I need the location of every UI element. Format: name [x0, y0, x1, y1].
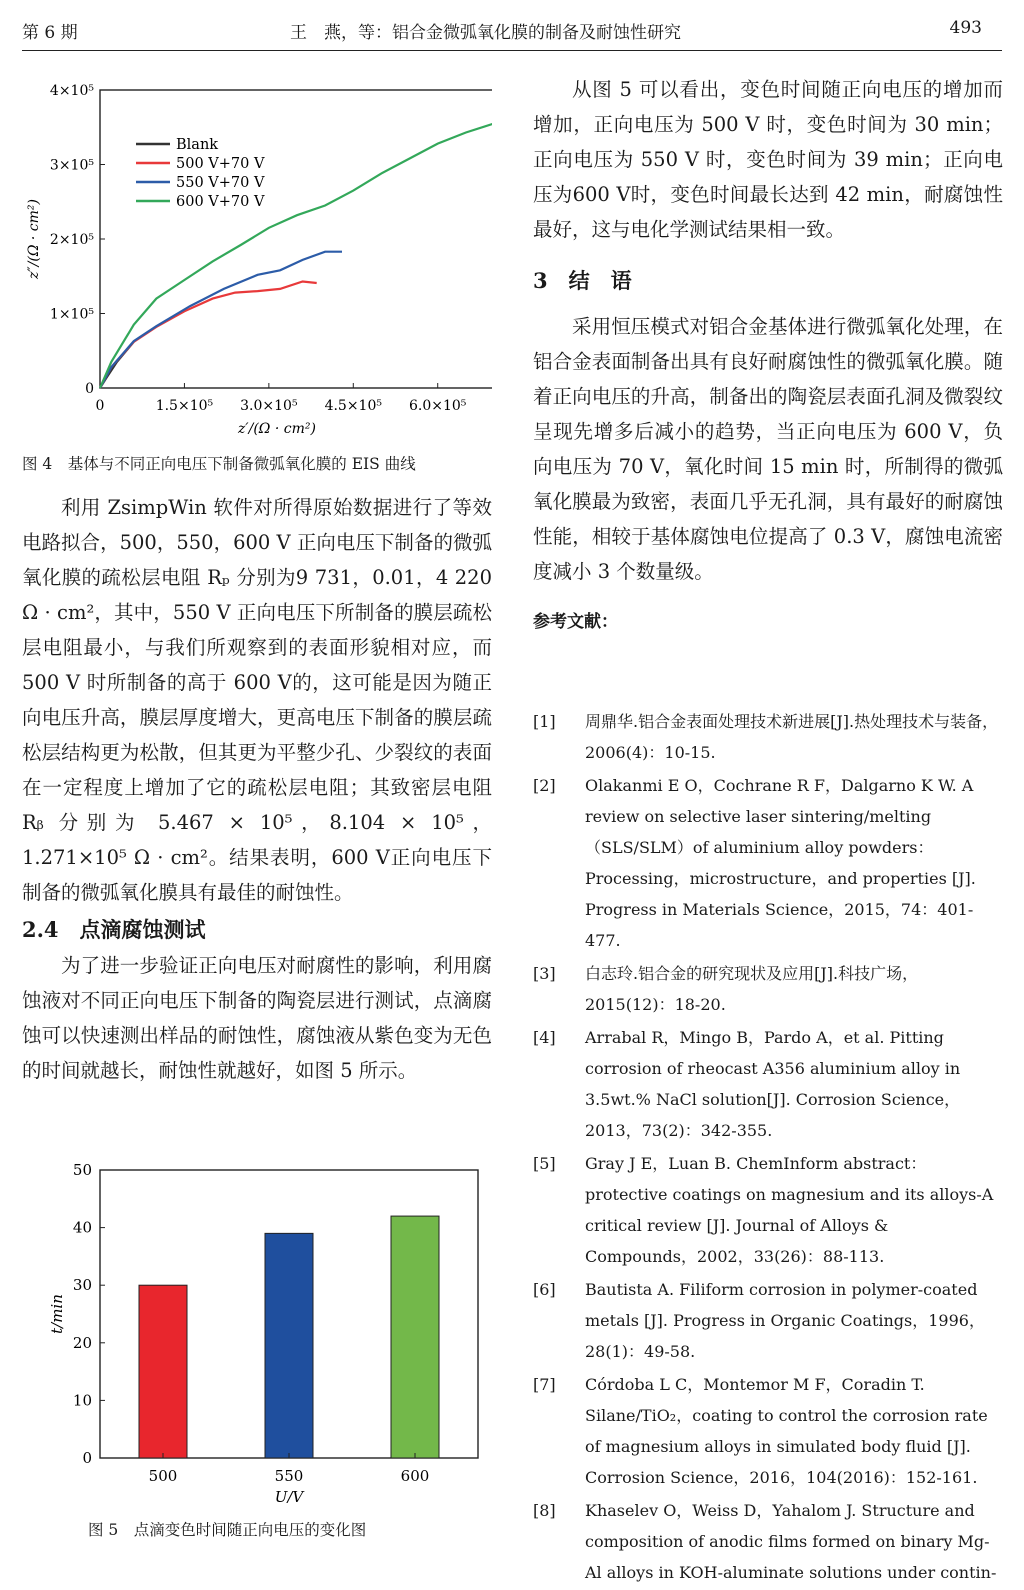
reference-text: 白志玲.铝合金的研究现状及应用[J].科技广场，2015(12)：18-20.	[585, 964, 919, 1014]
legend-label: 550 V+70 V	[176, 175, 265, 191]
reference-list	[533, 706, 1003, 1590]
y-tick-label: 10	[72, 1391, 92, 1410]
paragraph-fig5-result: 从图 5 可以看出，变色时间随正向电压的增加而增加，正向电压为 500 V 时，变色时间为 30 min；正向电压为 550 V 时，变色时间为 39 min；正向电压为600 V时，变色时间最长达到 42 min，耐腐蚀性最好，这与电化学测试结果相一致。	[533, 78, 1003, 241]
x-tick-label: 600	[400, 1467, 430, 1485]
bar	[139, 1285, 187, 1458]
reference-number: [4]	[533, 1028, 556, 1047]
reference-text: Gray J E，Luan B. ChemInform abstract：protective coatings on magnesium and its alloys-A critical review [J]. Journal of Alloys & Compounds，2002，33(26)：88-113.	[585, 1154, 994, 1266]
reference-number: [6]	[533, 1280, 556, 1299]
x-axis-label: z′/(Ω · cm²)	[238, 421, 316, 437]
references-heading: 参考文献：	[533, 612, 618, 632]
paragraph-zsimpwin: 利用 ZsimpWin 软件对所得原始数据进行了等效电路拟合，500，550，600 V 正向电压下制备的微弧氧化膜的疏松层电阻 Rₚ 分别为9 731，0.01，4 220 Ω · cm²，其中，550 V 正向电压下所制备的膜层疏松层电阻最小，与我们所观察到的表面形貌相对应，而 500 V 时所制备的高于 600 V的，这可能是因为随正向电压升高，膜层厚度增大，更高电压下制备的膜层疏松层结构更为松散，但其更为平整少孔、少裂纹的表面在一定程度上增加了它的疏松层电阻；其致密层电阻 Rᵦ 分别为 5.467 × 10⁵，8.104 × 10⁵，1.271×10⁵ Ω · cm²。结果表明，600 V正向电压下制备的微弧氧化膜具有最佳的耐蚀性。	[22, 496, 492, 904]
left-column	[22, 490, 492, 1088]
figure-5-bar-chart	[22, 1158, 492, 1503]
y-tick-label: 30	[72, 1276, 92, 1295]
y-axis-label: z″/(Ω · cm²)	[26, 199, 42, 279]
reference-text: Khaselev O，Weiss D，Yahalom J. Structure and composition of anodic films formed on binary Mg-Al alloys in KOH-aluminate solutions under contin-	[585, 1501, 997, 1582]
paragraph-drop-test: 为了进一步验证正向电压对耐腐性的影响，利用腐蚀液对不同正向电压下制备的陶瓷层进行测试，点滴腐蚀可以快速测出样品的耐蚀性，腐蚀液从紫色变为无色的时间就越长，耐蚀性就越好，如图 5 所示。	[22, 954, 492, 1082]
section-2-4-heading: 2.4 点滴腐蚀测试	[22, 917, 206, 942]
reference-text: Córdoba L C，Montemor M F，Coradin T. Silane/TiO₂，coating to control the corrosion rate of magnesium alloys in simulated body fluid [J]. Corrosion Science，2016，104(2016)：152-161.	[585, 1375, 988, 1487]
x-tick-label: 6.0×10⁵	[409, 398, 467, 414]
reference-text: Bautista A. Filiform corrosion in polymer-coated metals [J]. Progress in Organic Coatings，1996，28(1)：49-58.	[585, 1280, 985, 1361]
y-tick-label: 50	[72, 1161, 92, 1179]
x-tick-label: 500	[148, 1467, 178, 1485]
y-tick-label: 2×10⁵	[49, 232, 94, 248]
legend-label: Blank	[176, 137, 219, 153]
figure-5-caption: 图 5 点滴变色时间随正向电压的变化图	[88, 1521, 367, 1539]
reference-number: [2]	[533, 776, 556, 795]
x-tick-label: 1.5×10⁵	[155, 398, 214, 414]
x-tick-label: 4.5×10⁵	[324, 398, 382, 414]
reference-number: [3]	[533, 964, 556, 983]
reference-number: [8]	[533, 1501, 556, 1520]
reference-item	[533, 1148, 1003, 1272]
figure-4-eis-chart	[22, 70, 492, 440]
reference-item	[533, 1369, 1003, 1493]
reference-text: Olakanmi E O，Cochrane R F，Dalgarno K W. A review on selective laser sintering/melting（SLS/SLM）of aluminium alloy powders：Processing，microstructure，and properties [J]. Progress in Materials Science，2015，74：401-477.	[585, 776, 976, 950]
reference-item	[533, 1022, 1003, 1146]
y-tick-label: 1×10⁵	[49, 306, 94, 323]
reference-item	[533, 1274, 1003, 1367]
legend-label: 500 V+70 V	[176, 156, 265, 172]
paragraph-conclusion: 采用恒压模式对铝合金基体进行微弧氧化处理，在铝合金表面制备出具有良好耐腐蚀性的微弧氧化膜。随着正向电压的升高，制备出的陶瓷层表面孔洞及微裂纹呈现先增多后减小的趋势，当正向电压为 600 V，负向电压为 70 V，氧化时间 15 min 时，所制得的微弧氧化膜最为致密，表面几乎无孔洞，具有最好的耐腐蚀性能，相较于基体腐蚀电位提高了 0.3 V，腐蚀电流密度减小 3 个数量级。	[533, 315, 1003, 583]
x-tick-label: 0	[95, 398, 105, 414]
issue-number: 第 6 期	[22, 23, 78, 43]
y-tick-label: 20	[72, 1333, 92, 1352]
x-axis-label: U/V	[274, 1488, 304, 1503]
reference-text: 周鼎华.铝合金表面处理技术新进展[J].热处理技术与装备，2006(4)：10-15.	[585, 712, 999, 762]
reference-text: Arrabal R，Mingo B，Pardo A，et al. Pitting corrosion of rheocast A356 aluminium alloy in 3.5wt.% NaCl solution[J]. Corrosion Science，2013，73(2)：342-355.	[585, 1028, 961, 1140]
running-title: 王 燕，等：铝合金微弧氧化膜的制备及耐蚀性研究	[290, 23, 681, 43]
section-3-heading: 3 结 语	[533, 268, 632, 293]
y-tick-label: 3×10⁵	[49, 157, 94, 174]
reference-item	[533, 706, 1003, 768]
y-tick-label: 0	[82, 1449, 92, 1467]
reference-number: [1]	[533, 712, 556, 731]
figure-4-caption: 图 4 基体与不同正向电压下制备微弧氧化膜的 EIS 曲线	[22, 455, 416, 473]
reference-item	[533, 1495, 1003, 1588]
bar	[391, 1216, 439, 1458]
reference-item	[533, 770, 1003, 956]
header-rule	[22, 50, 1002, 51]
y-axis-label: t/min	[48, 1294, 66, 1334]
plot-frame	[100, 90, 492, 388]
reference-number: [7]	[533, 1375, 556, 1394]
y-tick-label: 0	[85, 381, 94, 397]
series-line	[100, 252, 342, 388]
x-tick-label: 550	[274, 1467, 304, 1485]
y-tick-label: 4×10⁵	[49, 83, 94, 99]
legend-label: 600 V+70 V	[176, 194, 265, 210]
bar	[265, 1233, 313, 1458]
y-tick-label: 40	[72, 1218, 92, 1237]
running-header	[0, 0, 1024, 52]
reference-item	[533, 958, 1003, 1020]
reference-number: [5]	[533, 1154, 556, 1173]
right-column	[533, 72, 1003, 632]
page-number: 493	[949, 18, 982, 38]
x-tick-label: 3.0×10⁵	[240, 398, 298, 414]
